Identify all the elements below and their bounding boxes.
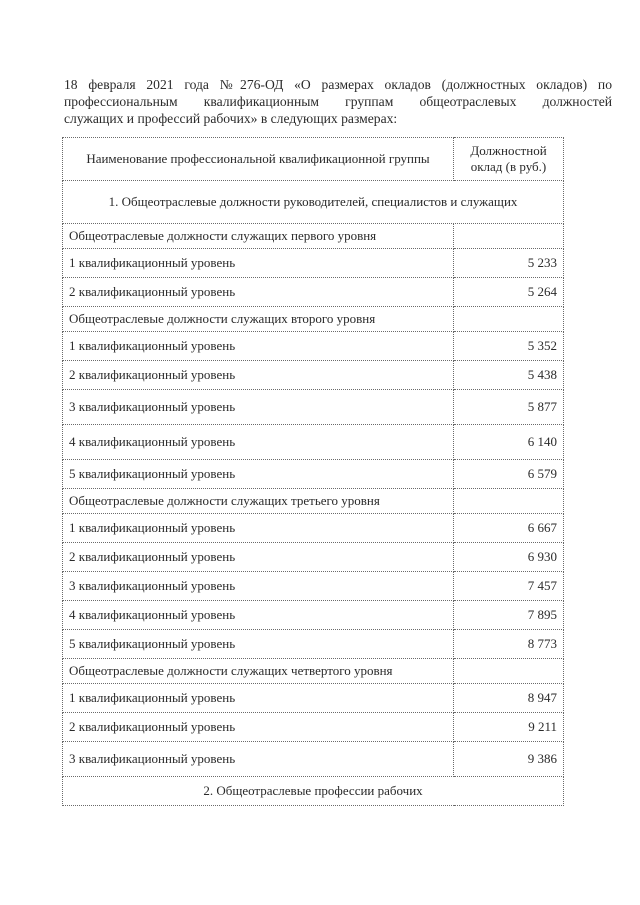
intro-line: служащих и профессий рабочих» в следующих размерах:: [64, 111, 398, 126]
group-empty-cell: [454, 224, 564, 249]
level-amount: 6 140: [454, 425, 564, 460]
table-row: [63, 249, 564, 278]
table-row: [63, 390, 564, 425]
level-label: 2 квалификационный уровень: [63, 543, 454, 572]
intro-line: профессиональным квалификационным группам общеотраслевых должностей: [64, 94, 612, 109]
group-empty-cell: [454, 489, 564, 514]
group-empty-cell: [454, 659, 564, 684]
level-label: 4 квалификационный уровень: [63, 425, 454, 460]
table-row: [63, 460, 564, 489]
level-amount: 9 211: [454, 713, 564, 742]
level-label: 2 квалификационный уровень: [63, 713, 454, 742]
table-row: [63, 361, 564, 390]
level-amount: 7 457: [454, 572, 564, 601]
salary-table: [62, 137, 564, 806]
group-row: [63, 307, 564, 332]
level-amount: 5 264: [454, 278, 564, 307]
table-row: [63, 278, 564, 307]
level-amount: 6 667: [454, 514, 564, 543]
group-row: [63, 489, 564, 514]
level-amount: 8 947: [454, 684, 564, 713]
level-label: 5 квалификационный уровень: [63, 460, 454, 489]
level-amount: 6 930: [454, 543, 564, 572]
group-title: Общеотраслевые должности служащих третьего уровня: [63, 489, 454, 514]
group-row: [63, 224, 564, 249]
group-empty-cell: [454, 307, 564, 332]
header-group-name: Наименование профессиональной квалификационной группы: [63, 138, 454, 181]
level-label: 2 квалификационный уровень: [63, 361, 454, 390]
section-title: 1. Общеотраслевые должности руководителей, специалистов и служащих: [63, 181, 564, 224]
level-amount: 5 877: [454, 390, 564, 425]
group-title: Общеотраслевые должности служащих четвертого уровня: [63, 659, 454, 684]
table-row: [63, 742, 564, 777]
group-title: Общеотраслевые должности служащих первого уровня: [63, 224, 454, 249]
level-amount: 5 438: [454, 361, 564, 390]
level-amount: 5 233: [454, 249, 564, 278]
level-label: 1 квалификационный уровень: [63, 249, 454, 278]
group-row: [63, 659, 564, 684]
level-label: 5 квалификационный уровень: [63, 630, 454, 659]
table-row: [63, 543, 564, 572]
level-label: 1 квалификационный уровень: [63, 684, 454, 713]
level-label: 3 квалификационный уровень: [63, 742, 454, 777]
intro-line: 18 февраля 2021 года №276-ОД «О размерах окладов (должностных окладов) по: [64, 77, 612, 92]
intro-paragraph: [64, 76, 612, 127]
table-row: [63, 332, 564, 361]
section-title: 2. Общеотраслевые профессии рабочих: [63, 777, 564, 806]
section-row: [63, 181, 564, 224]
level-label: 1 квалификационный уровень: [63, 514, 454, 543]
table-row: [63, 713, 564, 742]
level-amount: 9 386: [454, 742, 564, 777]
group-title: Общеотраслевые должности служащих второго уровня: [63, 307, 454, 332]
table-row: [63, 425, 564, 460]
table-header-row: [63, 138, 564, 181]
table-row: [63, 572, 564, 601]
level-amount: 5 352: [454, 332, 564, 361]
level-label: 3 квалификационный уровень: [63, 572, 454, 601]
level-amount: 6 579: [454, 460, 564, 489]
level-label: 3 квалификационный уровень: [63, 390, 454, 425]
level-label: 1 квалификационный уровень: [63, 332, 454, 361]
level-label: 4 квалификационный уровень: [63, 601, 454, 630]
table-row: [63, 630, 564, 659]
level-amount: 8 773: [454, 630, 564, 659]
table-row: [63, 601, 564, 630]
table-row: [63, 514, 564, 543]
level-amount: 7 895: [454, 601, 564, 630]
table-row: [63, 684, 564, 713]
section-row: [63, 777, 564, 806]
header-salary: Должностной оклад (в руб.): [454, 138, 564, 181]
level-label: 2 квалификационный уровень: [63, 278, 454, 307]
